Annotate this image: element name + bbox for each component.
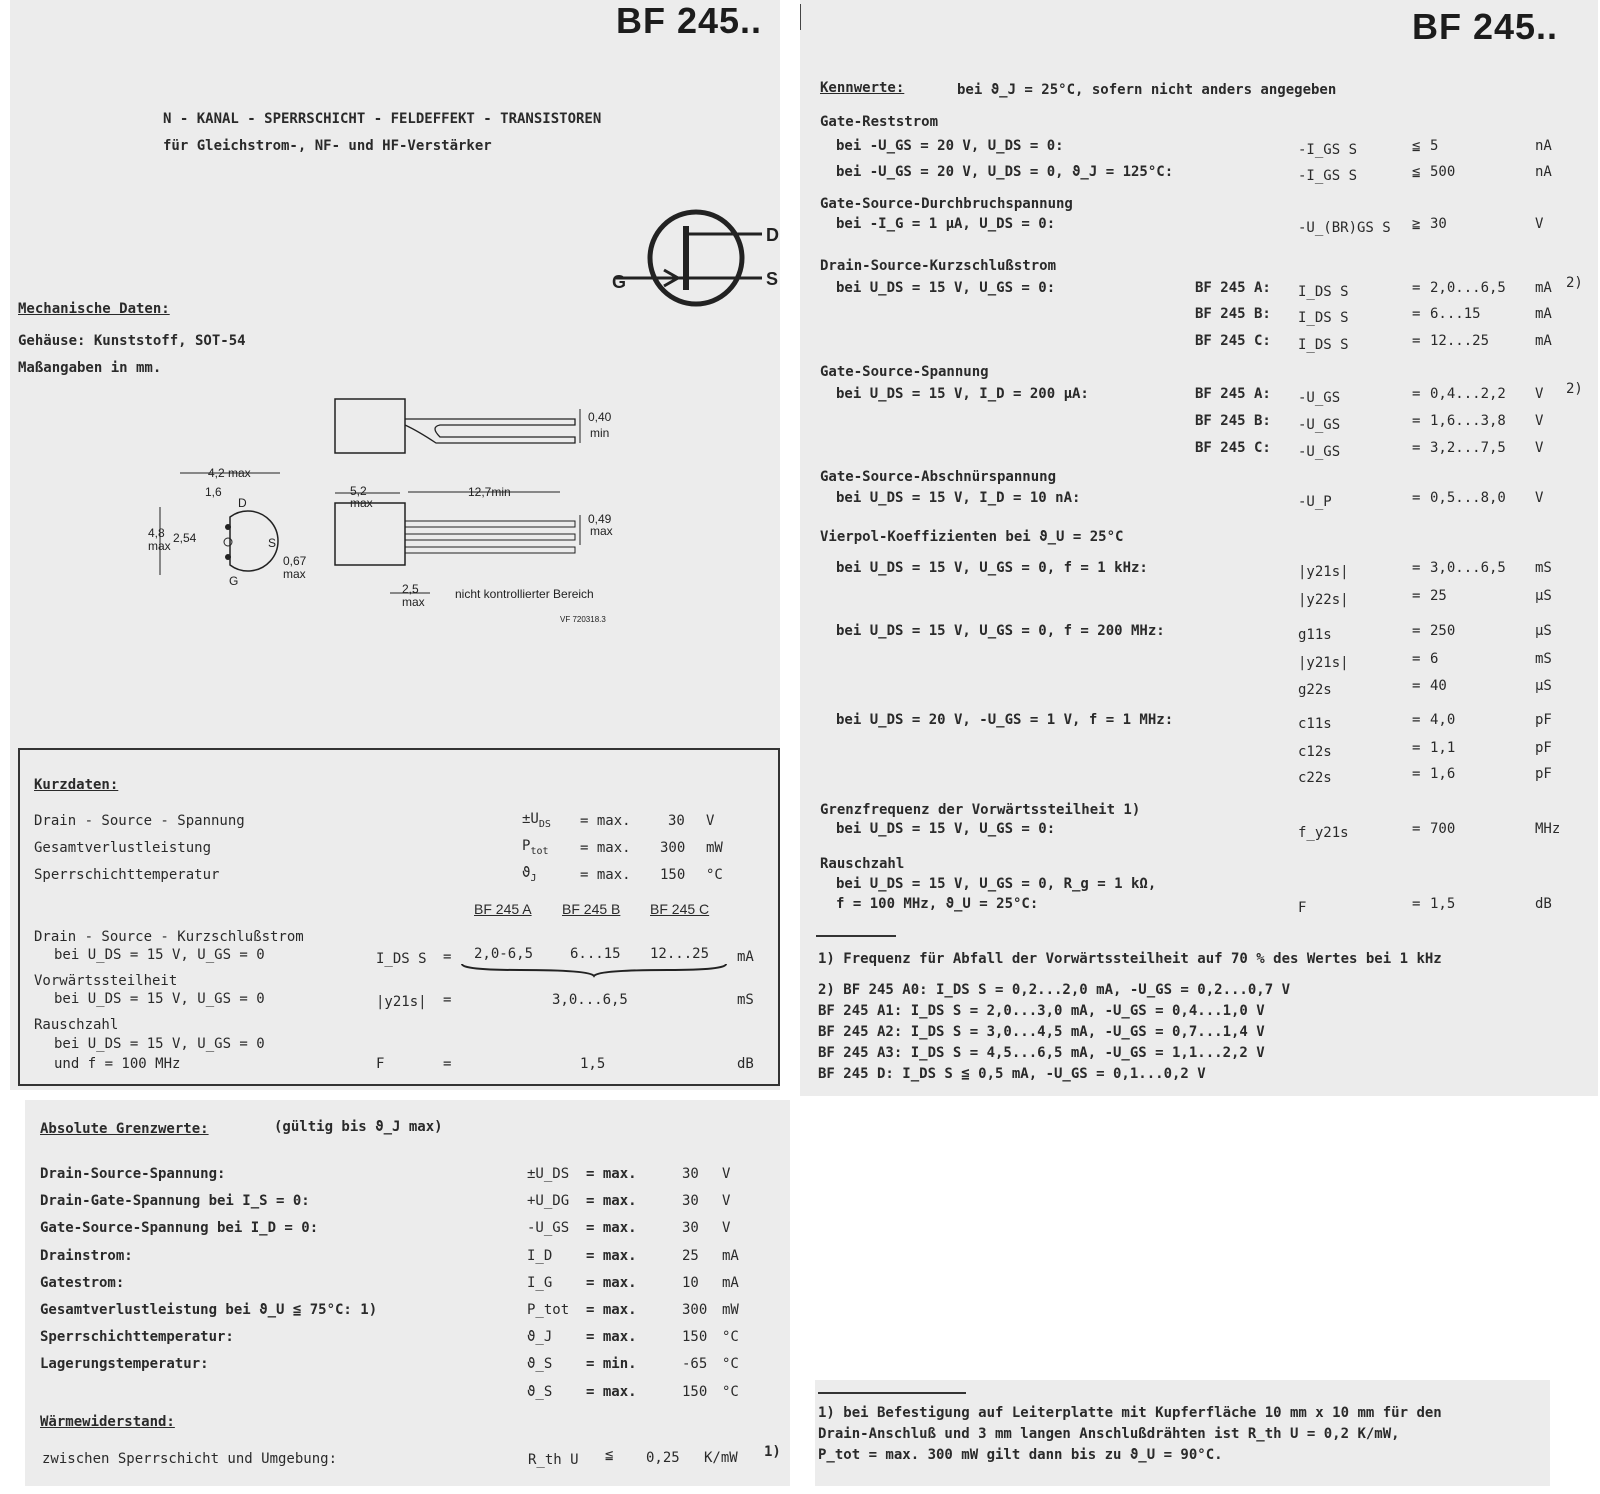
svg-text:2,5: 2,5 [402, 582, 419, 596]
footnote-2-line: BF 245 A3: I_DS S = 4,5...6,5 mA, -U_GS = 1,1...2,2 V [818, 1045, 1265, 1061]
kenn-symbol: -U_GS [1298, 444, 1341, 460]
right-page-title: BF 245.. [1412, 6, 1559, 47]
kurz-row-label: Drain - Source - Spannung [34, 813, 245, 829]
svg-text:2,54: 2,54 [173, 531, 197, 545]
kenn-unit: nA [1535, 138, 1552, 154]
kenn-symbol: f_y21s [1298, 825, 1349, 841]
kurz-row-rel: = max. [580, 867, 631, 883]
kenn-symbol: -U_GS [1298, 390, 1341, 406]
kenn-value: 30 [1430, 216, 1447, 232]
abs-row-unit: mA [722, 1247, 739, 1264]
type-subheading: für Gleichstrom-, NF- und HF-Verstärker [163, 138, 492, 154]
abs-row-value: 300 [682, 1302, 708, 1318]
waerme-value: 0,25 [646, 1450, 680, 1466]
kenn-relation: ≦ [1412, 138, 1421, 154]
kurz-ids-cond: bei U_DS = 15 V, U_GS = 0 [54, 947, 265, 963]
kurz-type-header: BF 245 B [562, 901, 621, 917]
abs-row-unit: °C [722, 1383, 739, 1400]
kenn-relation: = [1412, 712, 1421, 728]
abs-row-symbol: I_D [527, 1247, 553, 1264]
kenn-relation: = [1412, 333, 1421, 349]
kenn-symbol: I_DS S [1298, 310, 1349, 326]
abs-row-label: Lagerungstemperatur: [40, 1356, 209, 1373]
kurz-y21-symbol: |y21s| [376, 994, 427, 1010]
abs-row-value: 25 [682, 1247, 699, 1264]
kurz-row-unit: V [706, 813, 715, 829]
footnote-rule-lower [818, 1392, 966, 1394]
kenn-value: 6 [1430, 651, 1439, 667]
abs-row-value: 10 [682, 1274, 699, 1291]
kurz-f-label: Rauschzahl [34, 1017, 119, 1033]
abs-row-label: Drain-Gate-Spannung bei I_S = 0: [40, 1193, 310, 1210]
kenn-relation: = [1412, 440, 1421, 456]
kenn-unit: pF [1535, 766, 1552, 782]
kurz-title: Kurzdaten: [34, 777, 119, 793]
kurz-row-unit: mW [706, 840, 723, 856]
footnote-2-line: 2) BF 245 A0: I_DS S = 0,2...2,0 mA, -U_GS = 0,2...0,7 V [818, 982, 1291, 998]
kenn-relation: = [1412, 306, 1421, 322]
kenn-type: BF 245 A: [1195, 280, 1271, 296]
kenn-relation: ≧ [1412, 216, 1421, 232]
kenn-condition: bei -I_G = 1 µA, U_DS = 0: [836, 216, 1056, 232]
svg-text:D: D [238, 496, 247, 510]
svg-text:max: max [402, 595, 425, 609]
kenn-condition: bei U_DS = 15 V, U_GS = 0, f = 200 MHz: [836, 623, 1165, 639]
abs-row-label: Gesamtverlustleistung bei ϑ_U ≦ 75°C: 1) [40, 1302, 378, 1318]
symbol-gate-label: G [612, 272, 627, 292]
kenn-title: Kennwerte: [820, 80, 905, 96]
kenn-relation: = [1412, 740, 1421, 756]
waerme-note: 1) [764, 1444, 781, 1460]
kenn-relation: = [1412, 280, 1421, 296]
kenn-symbol: I_DS S [1298, 337, 1349, 353]
kenn-unit: µS [1535, 588, 1552, 604]
kurz-f-cond: und f = 100 MHz [54, 1056, 181, 1072]
footnote-2-line: BF 245 D: I_DS S ≦ 0,5 mA, -U_GS = 0,1...0,2 V [818, 1066, 1206, 1082]
kenn-relation: = [1412, 588, 1421, 604]
kurz-f-symbol: F [376, 1056, 385, 1072]
abs-row-rel: = max. [586, 1247, 637, 1264]
kenn-value: 6...15 [1430, 306, 1481, 322]
kurz-row-value: 150 [660, 867, 686, 883]
kenn-value: 40 [1430, 678, 1447, 694]
mech-case: Gehäuse: Kunststoff, SOT-54 [18, 333, 246, 349]
kenn-condition: bei -U_GS = 20 V, U_DS = 0: [836, 138, 1064, 154]
kurz-ids-symbol: I_DS S [376, 951, 427, 967]
kenn-relation: = [1412, 623, 1421, 639]
kenn-symbol: -I_GS S [1298, 168, 1358, 184]
abs-row-unit: V [722, 1166, 731, 1182]
footnote-1: 1) Frequenz für Abfall der Vorwärtssteilheit auf 70 % des Wertes bei 1 kHz [818, 951, 1442, 967]
kurz-ids-value: 6...15 [570, 946, 621, 962]
kenn-unit: pF [1535, 740, 1552, 756]
svg-text:1,6: 1,6 [205, 485, 222, 499]
abs-row-unit: V [722, 1220, 731, 1237]
kenn-symbol: -U_P [1298, 494, 1332, 510]
kenn-relation: = [1412, 560, 1421, 576]
kenn-value: 0,4...2,2 [1430, 386, 1506, 402]
abs-row-rel: = max. [586, 1166, 637, 1182]
kenn-unit: V [1535, 440, 1544, 456]
kenn-unit: pF [1535, 712, 1552, 728]
kenn-type: BF 245 B: [1195, 413, 1271, 429]
abs-row-value: 150 [682, 1383, 708, 1400]
abs-row-rel: = max. [586, 1274, 637, 1291]
brace [460, 962, 730, 978]
kurz-row-value: 300 [660, 840, 686, 856]
waerme-title: Wärmewiderstand: [40, 1414, 175, 1430]
kenn-value: 12...25 [1430, 333, 1490, 349]
kenn-relation: = [1412, 490, 1421, 506]
kenn-note: 2) [1566, 275, 1583, 291]
svg-text:max: max [350, 496, 373, 510]
kenn-value: 250 [1430, 623, 1456, 639]
waerme-label: zwischen Sperrschicht und Umgebung: [42, 1451, 338, 1467]
kenn-symbol: c12s [1298, 744, 1332, 760]
abs-row-rel: = max. [586, 1383, 637, 1400]
kenn-unit: V [1535, 490, 1544, 506]
kenn-relation: = [1412, 678, 1421, 694]
kenn-unit: V [1535, 413, 1544, 429]
kenn-condition: bei U_DS = 15 V, I_D = 10 nA: [836, 490, 1081, 506]
abs-row-symbol: ϑ_S [527, 1383, 553, 1400]
kurz-f-cond: bei U_DS = 15 V, U_GS = 0 [54, 1036, 265, 1052]
kurz-row-unit: °C [706, 867, 723, 883]
kenn-note: 2) [1566, 381, 1583, 397]
kenn-value: 500 [1430, 164, 1456, 180]
abs-row-value: -65 [682, 1356, 708, 1373]
mech-title: Mechanische Daten: [18, 301, 170, 317]
kurz-row-rel: = max. [580, 813, 631, 829]
abs-row-unit: °C [722, 1329, 739, 1346]
kenn-unit: mA [1535, 306, 1552, 322]
kenn-value: 1,6...3,8 [1430, 413, 1506, 429]
waerme-rel: ≦ [605, 1447, 614, 1463]
waerme-symbol: R_th U [528, 1452, 579, 1468]
abs-row-symbol: ϑ_J [527, 1329, 553, 1346]
kenn-relation: = [1412, 766, 1421, 782]
page-divider [800, 4, 801, 30]
abs-row-symbol: ϑ_S [527, 1356, 553, 1373]
footnote-rule [816, 935, 896, 937]
kenn-value: 5 [1430, 138, 1439, 154]
kurz-y21-unit: mS [737, 992, 754, 1008]
kenn-relation: = [1412, 821, 1421, 837]
kenn-relation: ≦ [1412, 164, 1421, 180]
svg-text:0,40: 0,40 [588, 410, 612, 424]
svg-text:0,49: 0,49 [588, 512, 612, 526]
kurz-row-rel: = max. [580, 840, 631, 856]
svg-text:4,2 max: 4,2 max [208, 466, 251, 480]
footnote-3-line: 1) bei Befestigung auf Leiterplatte mit Kupferfläche 10 mm x 10 mm für den [818, 1405, 1442, 1421]
kurz-f-unit: dB [737, 1056, 754, 1072]
kenn-value: 4,0 [1430, 712, 1456, 728]
svg-text:G: G [229, 574, 239, 588]
kurz-ids-eq: = [443, 949, 452, 965]
svg-text:min: min [590, 426, 610, 440]
kenn-section-title: Gate-Reststrom [820, 114, 939, 130]
svg-text:max: max [590, 524, 613, 538]
kurz-type-header: BF 245 A [474, 901, 532, 917]
kenn-unit: dB [1535, 896, 1552, 912]
abs-row-label: Sperrschichttemperatur: [40, 1329, 234, 1346]
kurz-y21-eq: = [443, 992, 452, 1008]
svg-text:max: max [283, 567, 306, 581]
footnote-2-line: BF 245 A2: I_DS S = 3,0...4,5 mA, -U_GS = 0,7...1,4 V [818, 1024, 1265, 1040]
svg-text:nicht kontrollierter Bereich: nicht kontrollierter Bereich [455, 587, 594, 601]
kurz-row-symbol: $\pm U_{DS}$ [522, 811, 551, 830]
svg-text:max: max [148, 539, 171, 553]
kenn-condition: bei U_DS = 15 V, U_GS = 0, R_g = 1 kΩ, [836, 876, 1157, 892]
package-drawing [140, 385, 660, 640]
kenn-symbol: c22s [1298, 770, 1332, 786]
kenn-condition: bei U_DS = 15 V, U_GS = 0, f = 1 kHz: [836, 560, 1148, 576]
kenn-condition: f = 100 MHz, ϑ_U = 25°C: [836, 896, 1039, 912]
abs-row-rel: = max. [586, 1302, 637, 1318]
kenn-symbol: |y21s| [1298, 655, 1349, 671]
mech-units: Maßangaben in mm. [18, 360, 162, 376]
kenn-value: 700 [1430, 821, 1456, 837]
kurz-ids-unit: mA [737, 949, 754, 965]
abs-row-value: 30 [682, 1193, 699, 1210]
kenn-condition: bei U_DS = 15 V, I_D = 200 µA: [836, 386, 1089, 402]
kenn-condition: bei U_DS = 20 V, -U_GS = 1 V, f = 1 MHz: [836, 712, 1174, 728]
abs-row-value: 30 [682, 1166, 699, 1182]
kenn-section-title: Rauschzahl [820, 856, 905, 872]
kurz-row-label: Sperrschichttemperatur [34, 867, 220, 883]
kenn-value: 0,5...8,0 [1430, 490, 1506, 506]
kenn-symbol: g11s [1298, 627, 1332, 643]
kurz-ids-label: Drain - Source - Kurzschlußstrom [34, 929, 304, 945]
type-heading: N - KANAL - SPERRSCHICHT - FELDEFFEKT - TRANSISTOREN [163, 111, 602, 127]
svg-text:5,2: 5,2 [350, 484, 367, 498]
kenn-section-title: Drain-Source-Kurzschlußstrom [820, 258, 1057, 274]
symbol-source-label: S [766, 269, 779, 289]
kenn-value: 1,1 [1430, 740, 1456, 756]
kurz-ids-value: 12...25 [650, 946, 710, 962]
kenn-symbol: -I_GS S [1298, 142, 1358, 158]
kenn-unit: mS [1535, 651, 1552, 667]
abs-row-unit: °C [722, 1356, 739, 1373]
kenn-section-title: Gate-Source-Spannung [820, 364, 989, 380]
kurz-f-eq: = [443, 1056, 452, 1072]
svg-text:12,7min: 12,7min [468, 485, 511, 499]
kenn-value: 1,5 [1430, 896, 1456, 912]
svg-text:S: S [268, 536, 277, 550]
kenn-cond: bei ϑ_J = 25°C, sofern nicht anders angegeben [957, 82, 1337, 98]
kenn-condition: bei -U_GS = 20 V, U_DS = 0, ϑ_J = 125°C: [836, 164, 1174, 180]
footnote-2-line: BF 245 A1: I_DS S = 2,0...3,0 mA, -U_GS = 0,4...1,0 V [818, 1003, 1265, 1019]
kenn-section-title: Gate-Source-Durchbruchspannung [820, 196, 1073, 212]
kenn-relation: = [1412, 896, 1421, 912]
footnote-3-line: Drain-Anschluß und 3 mm langen Anschlußdrähten ist R_th U = 0,2 K/mW, [818, 1426, 1400, 1442]
kurz-y21-cond: bei U_DS = 15 V, U_GS = 0 [54, 991, 265, 1007]
abs-row-unit: mA [722, 1274, 739, 1291]
abs-row-unit: V [722, 1193, 731, 1210]
abs-note: (gültig bis ϑ_J max) [274, 1119, 443, 1135]
kenn-unit: mS [1535, 560, 1552, 576]
kenn-symbol: c11s [1298, 716, 1332, 732]
footnote-3-line: P_tot = max. 300 mW gilt dann bis zu ϑ_U = 90°C. [818, 1447, 1223, 1463]
abs-title: Absolute Grenzwerte: [40, 1121, 209, 1137]
kenn-symbol: |y22s| [1298, 592, 1349, 608]
kenn-unit: mA [1535, 333, 1552, 349]
abs-row-label: Gatestrom: [40, 1274, 125, 1291]
kenn-symbol: -U_(BR)GS S [1298, 220, 1391, 236]
kenn-value: 2,0...6,5 [1430, 280, 1506, 296]
kenn-unit: nA [1535, 164, 1552, 180]
symbol-drain-label: D [766, 225, 779, 245]
abs-row-symbol: -U_GS [527, 1220, 570, 1237]
abs-row-symbol: +U_DG [527, 1193, 570, 1210]
kenn-relation: = [1412, 651, 1421, 667]
abs-row-value: 150 [682, 1329, 708, 1346]
kenn-unit: V [1535, 386, 1544, 402]
kenn-symbol: |y21s| [1298, 564, 1349, 580]
kurz-y21-label: Vorwärtssteilheit [34, 973, 178, 989]
kenn-section-title: Grenzfrequenz der Vorwärtssteilheit 1) [820, 802, 1141, 818]
kenn-condition: bei U_DS = 15 V, U_GS = 0: [836, 821, 1056, 837]
abs-row-symbol: P_tot [527, 1302, 570, 1318]
kenn-value: 3,2...7,5 [1430, 440, 1506, 456]
svg-text:4,8: 4,8 [148, 526, 165, 540]
abs-row-rel: = max. [586, 1329, 637, 1346]
abs-row-label: Gate-Source-Spannung bei I_D = 0: [40, 1220, 319, 1237]
kenn-type: BF 245 A: [1195, 386, 1271, 402]
kurz-row-value: 30 [668, 813, 685, 829]
kenn-section-title: Gate-Source-Abschnürspannung [820, 469, 1057, 485]
kenn-symbol: F [1298, 900, 1307, 916]
kenn-value: 25 [1430, 588, 1447, 604]
kurz-y21-value: 3,0...6,5 [552, 992, 628, 1008]
abs-row-label: Drainstrom: [40, 1247, 133, 1264]
kenn-type: BF 245 B: [1195, 306, 1271, 322]
svg-text:0,67: 0,67 [283, 554, 307, 568]
kurz-row-symbol: $P_{tot}$ [522, 838, 549, 857]
kenn-section-title: Vierpol-Koeffizienten bei ϑ_U = 25°C [820, 529, 1124, 545]
kenn-value: 1,6 [1430, 766, 1456, 782]
abs-row-rel: = min. [586, 1356, 637, 1373]
left-page-title: BF 245.. [616, 0, 763, 41]
kenn-unit: mA [1535, 280, 1552, 296]
kurz-row-symbol: $ϑ_J$ [522, 865, 537, 884]
abs-row-rel: = max. [586, 1193, 637, 1210]
kenn-unit: V [1535, 216, 1544, 232]
kurz-ids-value: 2,0-6,5 [474, 946, 534, 962]
kenn-value: 3,0...6,5 [1430, 560, 1506, 576]
kenn-relation: = [1412, 413, 1421, 429]
kenn-unit: µS [1535, 678, 1552, 694]
waerme-unit: K/mW [704, 1450, 738, 1466]
abs-row-value: 30 [682, 1220, 699, 1237]
kenn-relation: = [1412, 386, 1421, 402]
jfet-symbol [600, 200, 790, 310]
kenn-unit: MHz [1535, 821, 1561, 837]
kenn-type: BF 245 C: [1195, 440, 1271, 456]
kenn-symbol: I_DS S [1298, 284, 1349, 300]
kenn-unit: µS [1535, 623, 1552, 639]
abs-row-symbol: ±U_DS [527, 1166, 570, 1182]
svg-text:VF 720318.3: VF 720318.3 [560, 615, 606, 624]
kenn-symbol: g22s [1298, 682, 1332, 698]
abs-row-rel: = max. [586, 1220, 637, 1237]
kenn-type: BF 245 C: [1195, 333, 1271, 349]
kenn-symbol: -U_GS [1298, 417, 1341, 433]
abs-row-label: Drain-Source-Spannung: [40, 1166, 226, 1182]
kurz-f-value: 1,5 [580, 1056, 606, 1072]
kenn-condition: bei U_DS = 15 V, U_GS = 0: [836, 280, 1056, 296]
abs-row-symbol: I_G [527, 1274, 553, 1291]
kurz-type-header: BF 245 C [650, 901, 710, 917]
abs-row-unit: mW [722, 1302, 739, 1318]
kurz-row-label: Gesamtverlustleistung [34, 840, 212, 856]
